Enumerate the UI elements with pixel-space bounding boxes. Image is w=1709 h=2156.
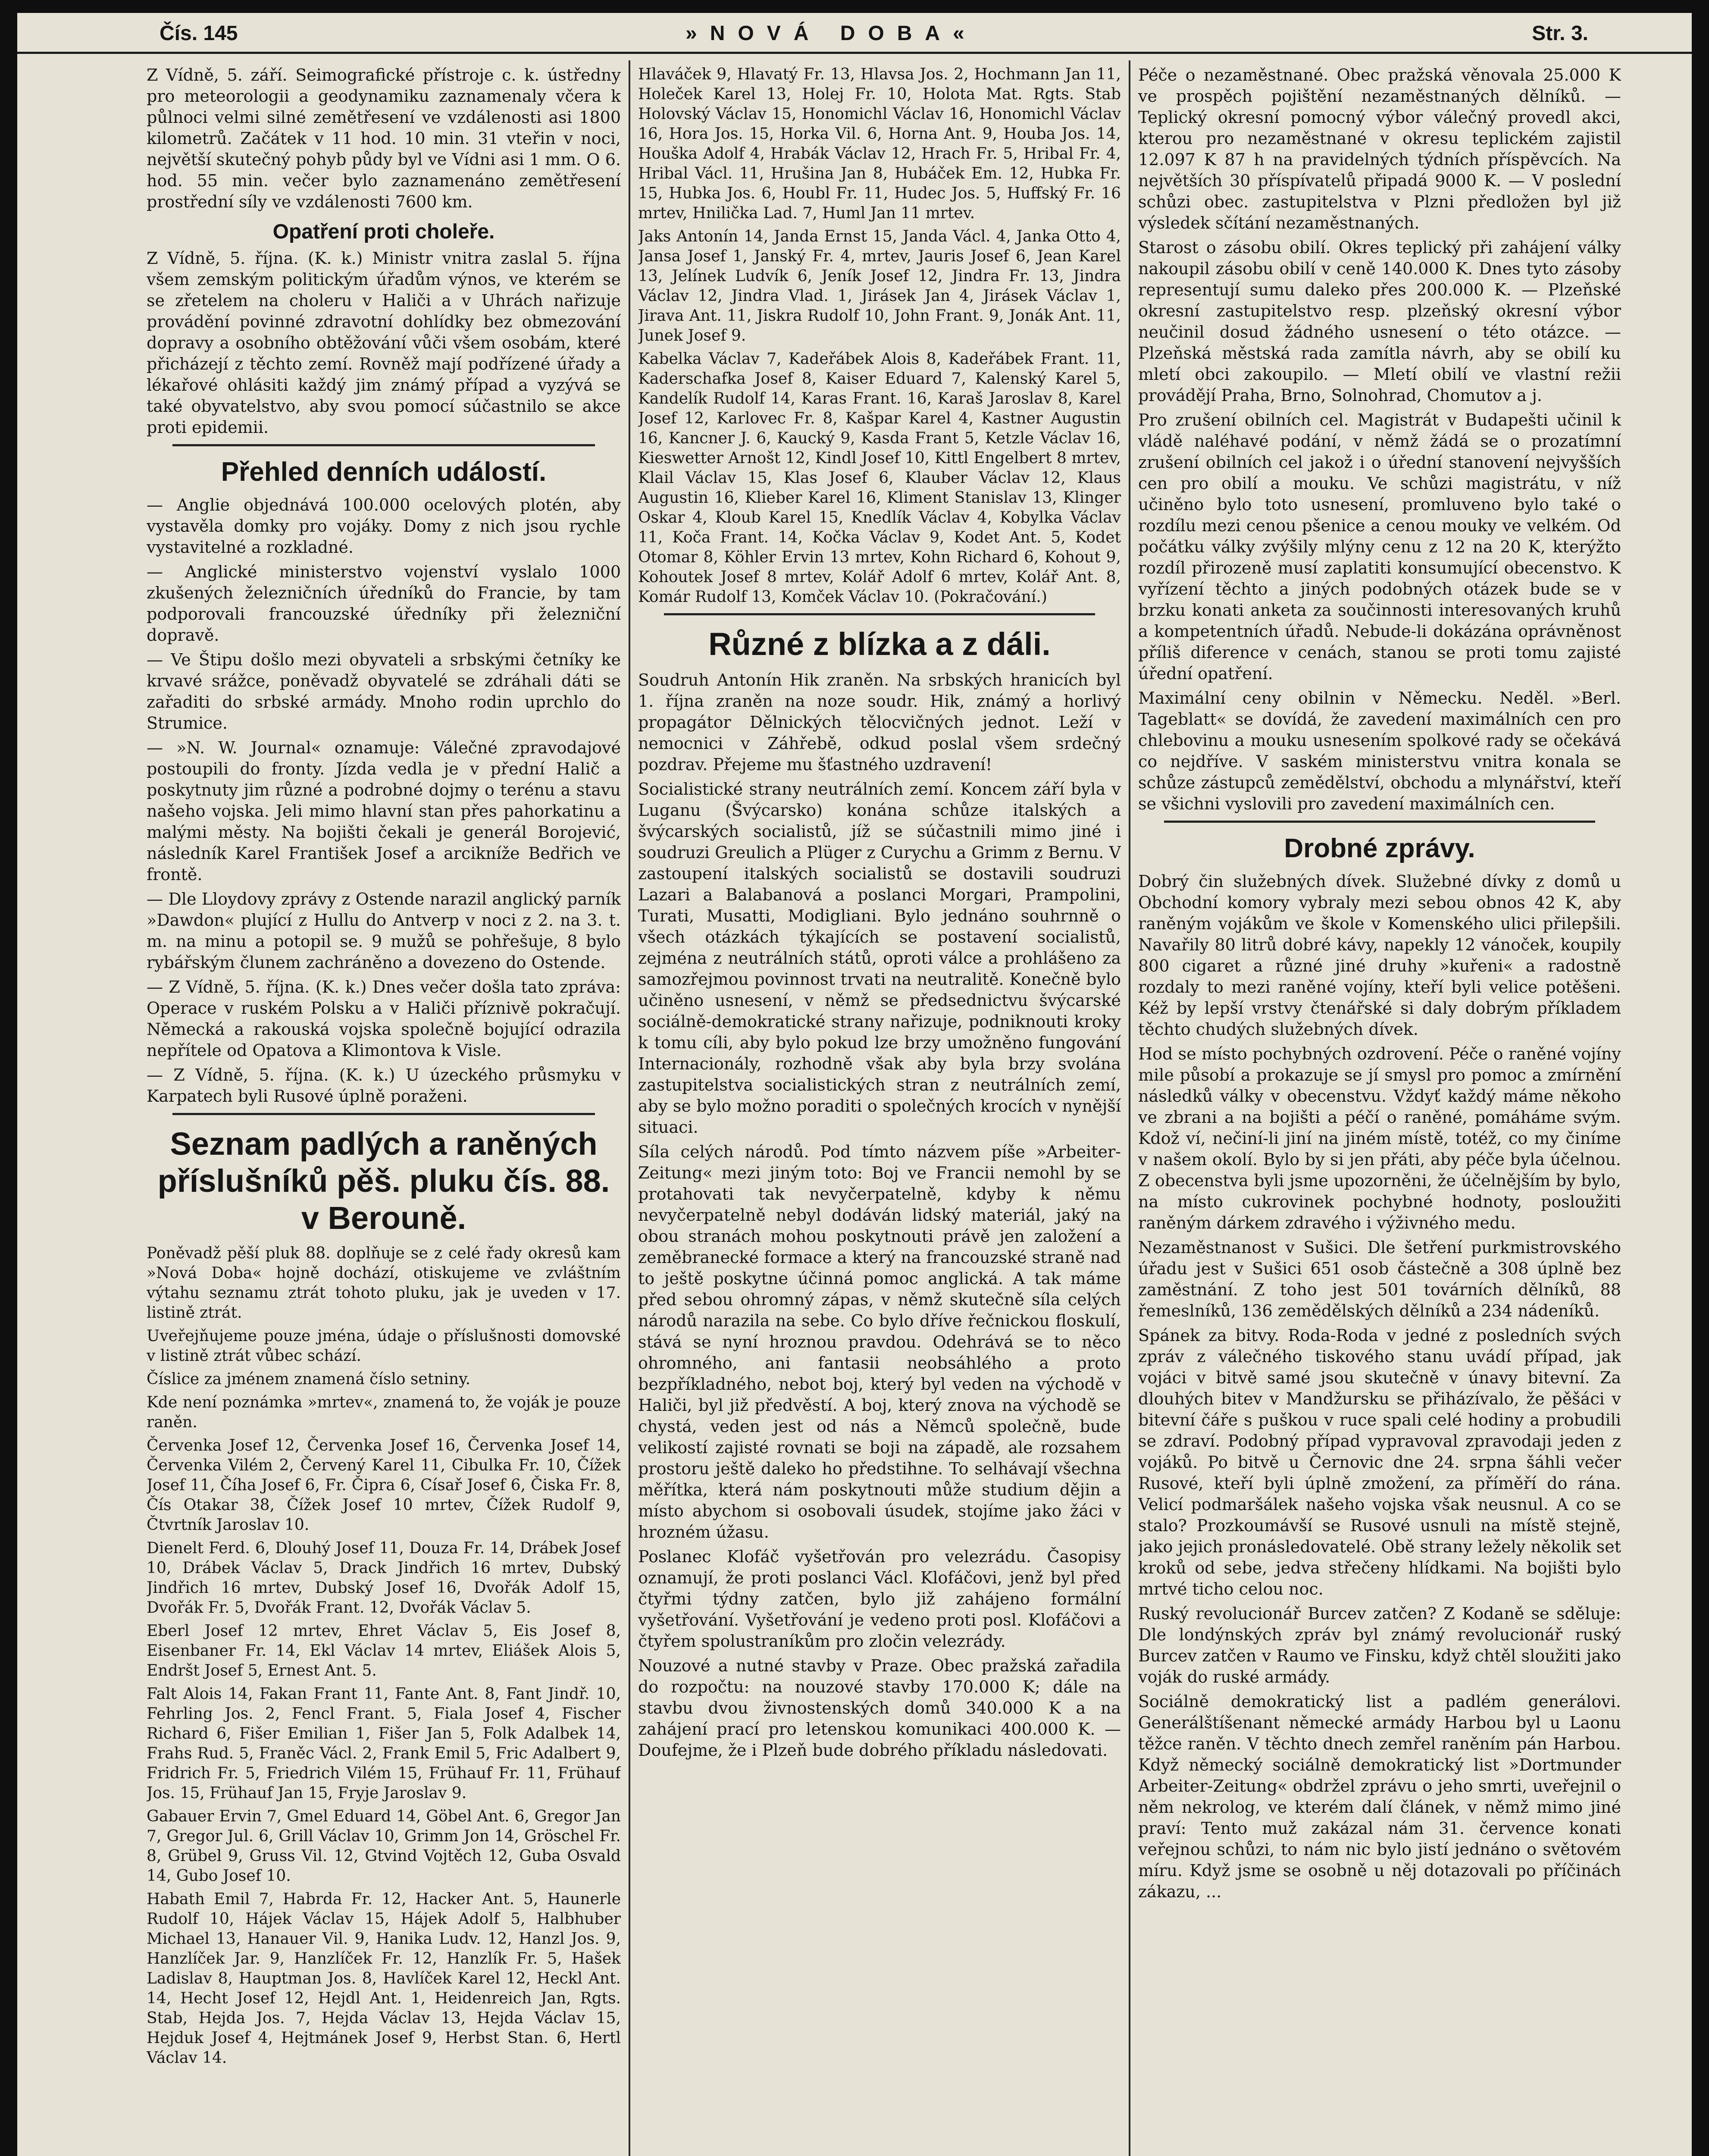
article-neutral-socialists: Socialistické strany neutrálních zemí. Koncem září byla v Luganu (Švýcarsko) konána schůze italských a švýcarských socialistů, jíž se súčastnili mimo jiné i soudruzi Greulich a Plüger z Curychu a Grimm z Bernu. V zastoupení italských socialistů se dostavili soudruzi Lazari a Balabanová a poslanci Morgari, Prampolini, Turati, Musatti, Modigliani. Bylo jednáno souhrnně o všech otázkách týkajících se postavení socialistů, zejména z neutrálních států, oproti válce a prohlášeno za samozřejmou povinnost trvati na neutralitě. Konečně bylo učiněno usnesení, v němž se předsednictvu švýcarské sociálně-demokratické strany nařizuje, podniknouti kroky k tomu cíli, aby bylo pokud lze brzy umožněno fungování Internacionály, rozhodně však aby byla brzy svolána zastupitelstva socialistických stran z neutrálních zemí, aby se bylo možno poraditi o společných krocích v nynější situaci. [638,780,1121,1137]
news-item: Nezaměstnanost v Sušici. Dle šetření purkmistrovského úřadu jest v Sušici 651 osob částečně a 308 úplně bez zaměstnání. Z toho jest 501 továrních dělníků, 88 řemeslníků, 136 zemědělských dělníků a 234 nádeníků. [1138,1238,1621,1320]
news-item: Spánek za bitvy. Roda-Roda v jedné z posledních svých zpráv z válečného tiskového stanu uvádí případ, jak vojáci v bitvě samé jsou skutečně v únavy bitevní. Za dlouhých bitev v Mandžursku se přiházívalo, že pěšáci v bitevní čáře s puškou v ruce spali celé hodiny a probudili se zdraví. Podobný případ vypravoval zpravodaji jeden z vojáků. Po bitvě u Černovic dne 24. srpna šáhli večer Rusové, kteří byli úplně zmožení, za příměří do rána. Velicí podmaršálek našeho vojska však neusnul. A co se stalo? Prozkoumávší se Rusové usnuli na místě stejně, jako jejich pronásledovatelé. Obě strany ležely několik set kroků od sebe, jedva střečeny hlídkami. Na bojišti bylo mrtvé ticho celou noc. [1138,1326,1621,1598]
column-1 [147,65,621,2156]
column-3 [1138,65,1621,2156]
article-max-prices: Maximální ceny obilnin v Německu. Neděl. »Berl. Tageblatt« se dovídá, že zavedení maximálních cen pro chlebovinu a mouku usnesením spolkové rady se očekává co nejdříve. V saském ministerstvu vnitra konala se schůze zástupců zemědělství, obchodu a mlynářství, kteří se všichni vyslovili pro zavedení maximálních cen. [1138,689,1621,813]
section-divider [172,1113,595,1115]
news-item: — Anglie objednává 100.000 ocelových plotén, aby vystavěla domky pro vojáky. Domy z nich jsou rychle vystavitelné a rozkladné. [147,495,621,557]
column-divider [629,60,630,2156]
news-item: Sociálně demokratický list a padlém generálovi. Generálštíšenant německé armády Harbou byl u Laonu těžce raněn. V těchto dnech zemřel raněním pán Harbou. Když německý sociálně demokratický list »Dortmunder Arbeiter-Zeitung« obdržel zprávu o jeho smrti, uveřejnil o něm nekrolog, ve kterém dalí článek, v němž mimo jiné praví: Tento muž zakázal nám 31. července konati veřejnou schůzi, to nám nic bylo jistí jednáno o světovém míru. Když jsme se osobně u něj dotazovali po příčinách zákazu, ... [1138,1692,1621,1901]
news-item: Ruský revolucionář Burcev zatčen? Z Kodaně se sděluje: Dle londýnských zpráv byl známý revolucionář ruský Burcev zatčen v Raumo ve Finsku, když chtěl sloužiti jako voják do ruské armády. [1138,1604,1621,1686]
list-group-h: Habath Emil 7, Habrda Fr. 12, Hacker Ant. 5, Haunerle Rudolf 10, Hájek Václav 15, Hájek Adolf 5, Halbhuber Michael 13, Hanauer Vil. 9, Hanika Ludv. 12, Hanzl Jos. 9, Hanzlíček Jar. 9, Hanzlíček Fr. 12, Hanzlík Fr. 5, Hašek Ladislav 8, Hauptman Jos. 8, Havlíček Karel 12, Heckl Ant. 14, Hecht Josef 12, Hejdl Ant. 1, Heidenreich Jan, Rgts. Stab, Hejda Jos. 7, Hejda Václav 13, Hejda Václav 15, Hejduk Josef 4, Hejtmánek Josef 9, Herbst Stan. 6, Hertl Václav 14. [147,1890,621,2067]
news-item: — Z Vídně, 5. října. (K. k.) Dnes večer došla tato zpráva: Operace v ruském Polsku a v Haliči příznivě pokračují. Německá a rakouská vojska společně bojující odrazila nepřítele od Opatova a Klimontova k Visle. [147,978,621,1060]
news-item: — Dle Lloydovy zprávy z Ostende narazil anglický parník »Dawdon« plující z Hullu do Antverp v noci z 2. na 3. t. m. na minu a potopil se. 9 mužů se pohřešuje, 8 bylo rybářským člunem zachráněno a dovezeno do Ostende. [147,890,621,972]
list-intro: Poněvadž pěší pluk 88. doplňuje se z celé řady okresů kam »Nová Doba« hojně dochází, otiskujeme ve zvláštním výtahu seznamu ztrát tohoto pluku, jak je uveden v 17. listině ztrát. [147,1244,621,1322]
casualty-list-continued [638,65,1121,607]
casualty-list [147,1244,621,2068]
column-divider [1129,60,1130,2156]
masthead-title: »NOVÁ DOBA« [685,22,977,45]
list-note: Uveřejňujeme pouze jména, údaje o příslušnosti domovské v listině ztrát vůbec schází. [147,1327,621,1365]
article-nations-strength: Síla celých národů. Pod tímto názvem píše »Arbeiter-Zeitung« mezi jiným toto: Boj ve Francii nemohl by se protahovati tak nevyčerpatelně, kdyby k němu nevyčerpatelně nebyl dodáván lidský materiál, jaký na obou stranách mohou poskytnouti právě jen založení a zeměbranecké formace a který na francouzské straně nad to ještě poskytne účinná pomoc anglická. A tak máme před sebou ohromný zápas, v němž skutečně síla celých národů narazila na sebe. Co bylo dříve řečnickou floskulí, stává se nyní hroznou pravdou. Odehrává se to něco ohromného, ani fantasii neobsáhlého a proto bezpříkladného, nebot boj, který byl veden na východě v Haliči, byl již předvěstí. A boj, který znova na východě se chystá, veden jest od nás a Němců společně, bude velikostí zajisté rovnati se boji na západě, ale rozsahem prostoru ještě daleko ho předstihne. To selhávají všechna měřítka, která nám poskytnouti může studium dějin a místo abychom si osobovali úsudek, stojíme jako žáci v hrozném úžasu. [638,1142,1121,1542]
news-item: Dobrý čin služebných dívek. Služebné dívky z domů u Obchodní komory vybraly mezi sebou obnos 42 K, aby raněným vojákům ve škole v Komenského ulici přilepšili. Navařily 80 litrů dobré kávy, napekly 12 vánoček, koupily 800 cigaret a různé jiné druhy »kuřeni« a radostně rozdaly to mezi raněné vojíny, kteří byli velice potěšeni. Kéž by lepší vrstvy čtenářské si daly dobrým příkladem těchto chudých služebných dívek. [1138,872,1621,1039]
headline-cholera: Opatření proti choleře. [272,220,495,243]
news-item: — Anglické ministerstvo vojenství vyslalo 1000 zkušených železničních úředníků do Francie, by tam podporovali francouzské úředníky při železniční dopravě. [147,562,621,645]
news-item: — Ve Štipu došlo mezi obyvateli a srbskými četníky ke krvavé srážce, poněvadž obyvatelé se zdráhali dáti se zařaditi do srbské armády. Mnoho rodin uprchlo do Strumice. [147,650,621,733]
headline-various-news: Různé z blízka a z dáli. [708,626,1051,662]
headline-short-news: Drobné zprávy. [1284,834,1475,863]
section-divider [172,444,595,446]
list-group-d: Dienelt Ferd. 6, Dlouhý Josef 11, Douza Fr. 14, Drábek Josef 10, Drábek Václav 5, Drack Jindřich 16 mrtev, Dubský Jindřich 16 mrtev, Dubský Josef 16, Dvořák Adolf 15, Dvořák Fr. 5, Dvořák Frant. 12, Dvořák Václav 5. [147,1539,621,1617]
list-group-g: Gabauer Ervin 7, Gmel Eduard 14, Göbel Ant. 6, Gregor Jan 7, Gregor Jul. 6, Grill Václav 10, Grimm Jon 14, Gröschel Fr. 8, Grübel 9, Gruss Vil. 12, Gtvind Vojtěch 12, Guba Osvald 14, Gubo Josef 10. [147,1808,621,1885]
news-item: Hod se místo pochybných ozdrovení. Péče o raněné vojíny mile působí a prokazuje se jí smysl pro pomoc a zmírnění následků války v obecenstvu. Vždyť každý máme někoho ve zbrani a na bojišti a péčí o raněné, pomáháme svým. Kdož ví, nečiní-li jiní na jiném místě, totéž, co my činíme v našem okolí. Bylo by si jen přáti, aby péče byla účelnou. Z obecenstva byli jsme upozorněni, že účelnějším by bylo, na místo cukrovinek pochybné hodnoty, posloužiti raněným dárkem zdravého i výživného medu. [1138,1044,1621,1232]
list-group-k: Kabelka Václav 7, Kadeřábek Alois 8, Kadeřábek Frant. 11, Kaderschafka Josef 8, Kaiser Eduard 7, Kalenský Karel 5, Kandelík Rudolf 14, Karas Frant. 16, Karaš Jaroslav 8, Karel Josef 12, Karlovec Fr. 8, Kašpar Karel 4, Kastner Augustin 16, Kancner J. 6, Kaucký 9, Kasda Frant 5, Ketzle Václav 16, Kieswetter Arnošt 12, Kindl Josef 10, Kittl Engelbert 8 mrtev, Klail Václav 15, Klas Josef 6, Klauber Václav 12, Klaus Augustin 16, Klieber Karel 16, Kliment Stanislav 13, Klinger Oskar 4, Kloub Karel 15, Knedlík Václav 4, Kobylka Václav 11, Koča Frant. 14, Kočka Václav 9, Kodet Ant. 5, Kodet Otomar 8, Köhler Ervin 13 mrtev, Kohn Richard 6, Kohout 9, Kohoutek Josef 8 mrtev, Kolář Adolf 6 mrtev, Kolář Ant. 8, Komár Rudolf 13, Komček Václav 10. (Pokračování.) [638,350,1121,606]
headline-daily-events: Přehled denních událostí. [221,457,547,487]
article-prague-buildings: Nouzové a nutné stavby v Praze. Obec pražská zařadila do rozpočtu: na nouzové stavby 170.000 K; dále na stavbu dvou živnostenských domů 340.000 K a na zahájení prací pro letenskou komunikaci 400.000 K. — Doufejme, že i Plzeň bude dobrého příkladu následovati. [638,1656,1121,1760]
news-item: — »N. W. Journal« oznamuje: Válečné zpravodajové postoupili do fronty. Jízda vedla je v přední Halič a poskytnuty jim různé a podrobné dojmy o terénu a stavu našeho vojska. Jeli mimo hlavní stan přes pahorkatinu a malými městy. Na bojišti čekali je generál Borojević, následník Karel František Josef a arcikníže Bedřich ve frontě. [147,738,621,884]
article-grain-supply: Starost o zásobu obilí. Okres teplický při zahájení války nakoupil zásobu obilí v ceně 140.000 K. Dnes tyto zásoby representují sumu daleko přes 200.000 K. — Plzeňské okresní zastupitelstvo resp. plzeňský okresní výbor neučinil dosud žádného usnesení o této otázce. — Plzeňská městská rada zamítla návrh, aby se obilí ku mletí obci zakoupilo. — Mletí obilí ve vlastní režii provádějí Praha, Brno, Solnohrad, Chomutov a j. [1138,238,1621,405]
article-cholera: Z Vídně, 5. října. (K. k.) Ministr vnitra zaslal 5. října všem zemským politickým úřadům výnos, ve kterém se se zřetelem na choleru v Haliči a v Uhrách nařizuje provádění povinné zdravotní dohlídky bez obmezování dopravy a osobního obtěžování vůči všem osobám, které přicházejí z těchto zemí. Rovněž mají podřízené úřady a lékařové ohlásiti každý jim známý případ a vyzývá se také obyvatelstvo, aby svou pomocí súčastnilo se akce proti epidemii. [147,249,621,437]
list-group-j: Jaks Antonín 14, Janda Ernst 15, Janda Václ. 4, Janka Otto 4, Jansa Josef 1, Janský Fr. 4, mrtev, Jauris Josef 6, Jean Karel 13, Jelínek Ludvík 6, Jeník Josef 12, Jindra Fr. 13, Jindra Václav 12, Jindra Vlad. 1, Jirásek Jan 4, Jirásek Václav 1, Jirava Ant. 11, Jiskra Rudolf 10, John Frant. 9, Jonák Ant. 11, Junek Josef 9. [638,228,1121,345]
list-group-c: Červenka Josef 12, Červenka Josef 16, Červenka Josef 14, Červenka Vilém 2, Červený Karel 11, Cibulka Fr. 10, Čížek Josef 11, Číha Josef 6, Fr. Čipra 6, Císař Josef 6, Čiska Fr. 8, Čís Otakar 38, Čížek Josef 10 mrtev, Čížek Rudolf 9, Čtvrtník Jaroslav 10. [147,1437,621,1534]
section-divider [1164,821,1595,823]
list-group-f: Falt Alois 14, Fakan Frant 11, Fante Ant. 8, Fant Jindř. 10, Fehrling Jos. 2, Fencl Frant. 5, Fiala Josef 4, Fischer Richard 6, Fišer Emilian 1, Fišer Jan 5, Folk Adalbek 14, Frahs Rud. 5, Franěc Václ. 2, Frank Emil 5, Fric Adalbert 9, Fridrich Fr. 5, Friedrich Vilém 15, Frühauf Fr. 11, Frühauf Jos. 15, Frühauf Jan 15, Fryje Jaroslav 9. [147,1685,621,1802]
list-note: Kde není poznámka »mrtev«, znamená to, že voják je pouze raněn. [147,1394,621,1431]
list-group-h2: Hlaváček 9, Hlavatý Fr. 13, Hlavsa Jos. 2, Hochmann Jan 11, Holeček Karel 13, Holej Fr. 10, Holota Mat. Rgts. Stab Holovský Václav 15, Honomichl Václav 16, Honomichl Václav 16, Hora Jos. 15, Horka Vil. 6, Horna Ant. 9, Houba Jos. 14, Houška Adolf 4, Hrabák Václav 12, Hrach Fr. 5, Hribal Fr. 4, Hribal Václ. 11, Hrušina Jan 8, Hubáček Em. 12, Hubka Fr. 15, Hubka Jos. 6, Houbl Fr. 11, Hudec Jos. 5, Huffský Fr. 16 mrtev, Hnilička Lad. 7, Huml Jan 11 mrtev. [638,66,1121,222]
issue-number: Čís. 145 [160,22,238,45]
list-group-e: Eberl Josef 12 mrtev, Ehret Václav 5, Eis Josef 8, Eisenbaner Fr. 14, Ekl Václav 14 mrtev, Eliášek Alois 5, Endršt Josef 5, Ernest Ant. 5. [147,1622,621,1680]
article-unemployed: Péče o nezaměstnané. Obec pražská věnovala 25.000 K ve prospěch pojištění nezaměstnaných dělníků. — Teplický okresní pomocný výbor válečný provedl akci, kterou pro nezaměstnané v okresu teplickém zajistil 12.097 K 87 h na pravidelných týdních příspěvcích. Na největších 30 příspívatelů připadá 9000 K. — V poslední schůzi obec. zastupitelstva v Plzni předložen byl již výsledek sčítání nezaměstnaných. [1138,66,1621,232]
newspaper-page [17,13,1692,2156]
headline-casualty-list: Seznam padlých a raněných příslušníků pěš. pluku čís. 88. v Berouně. [157,1126,610,1236]
article-grain-tariffs: Pro zrušení obilních cel. Magistrát v Budapešti učinil k vládě naléhavé podání, v němž žádá se o prozatímní zrušení obilních cel jakož i o úřední stanovení nejvyšších cen pro obilí a mouku. Ve schůzi magistrátu, v níž učiněno bylo toto usnesení, promluveno bylo také o rozdílu mezi cenou pšenice a cenou mouky ve velkém. Od počátku války zvýšily mlýny cenu z 12 na 20 K, kterýžto rozdíl přirozeně musí zaplatiti konsumující obecenstvo. K vyřízení těchto a jiných podobných otázek bude se v brzku konati anketa za součinnosti interesovaných kruhů a kompetentních úřadů. Nebude-li dokázána oprávněnost příliš diference v cenách, stanou se proti tomu zajisté úřední opatření. [1138,411,1621,683]
article-earthquake: Z Vídně, 5. září. Seimografické přístroje c. k. ústředny pro meteorologii a geodynamiku zaznamenaly včera k půlnoci velmi silné zemětřesení ve vzdálenosti asi 1800 kilometrů. Začátek v 11 hod. 10 min. 31 vteřin v noci, největší skutečný pohyb půdy byl ve Vídni asi 1 mm. O 6. hod. 55 min. večer bylo zaznamenáno zemětřesení prostřední síly ve vzdálenosti 7600 km. [147,66,621,211]
page-number: Str. 3. [1532,22,1588,45]
news-item: — Z Vídně, 5. října. (K. k.) U úzeckého průsmyku v Karpatech byli Rusové úplně poraženi. [147,1065,621,1106]
page-header [17,13,1692,54]
article-hik: Soudruh Antonín Hik zraněn. Na srbských hranicích byl 1. října zraněn na noze soudr. Hik, známý a horlivý propagátor Dělnických tělocvičných jednot. Leží v nemocnici v Záhřebě, odkud poslal všem srdečný pozdrav. Přejeme mu šťastného uzdravení! [638,671,1121,774]
column-2 [638,65,1121,2156]
article-klofac: Poslanec Klofáč vyšetřován pro velezrádu. Časopisy oznamují, že proti poslanci Václ. Klofáčovi, jenž byl před čtyřmi týdny zatčen, bylo již zahájeno formální vyšetřování. Vyšetřování je vedeno proti posl. Klofáčovi a čtyřem spolustraníkům pro zločin velezrády. [638,1547,1121,1651]
list-note: Číslice za jménem znamená číslo setniny. [147,1370,471,1388]
section-divider [664,613,1095,615]
